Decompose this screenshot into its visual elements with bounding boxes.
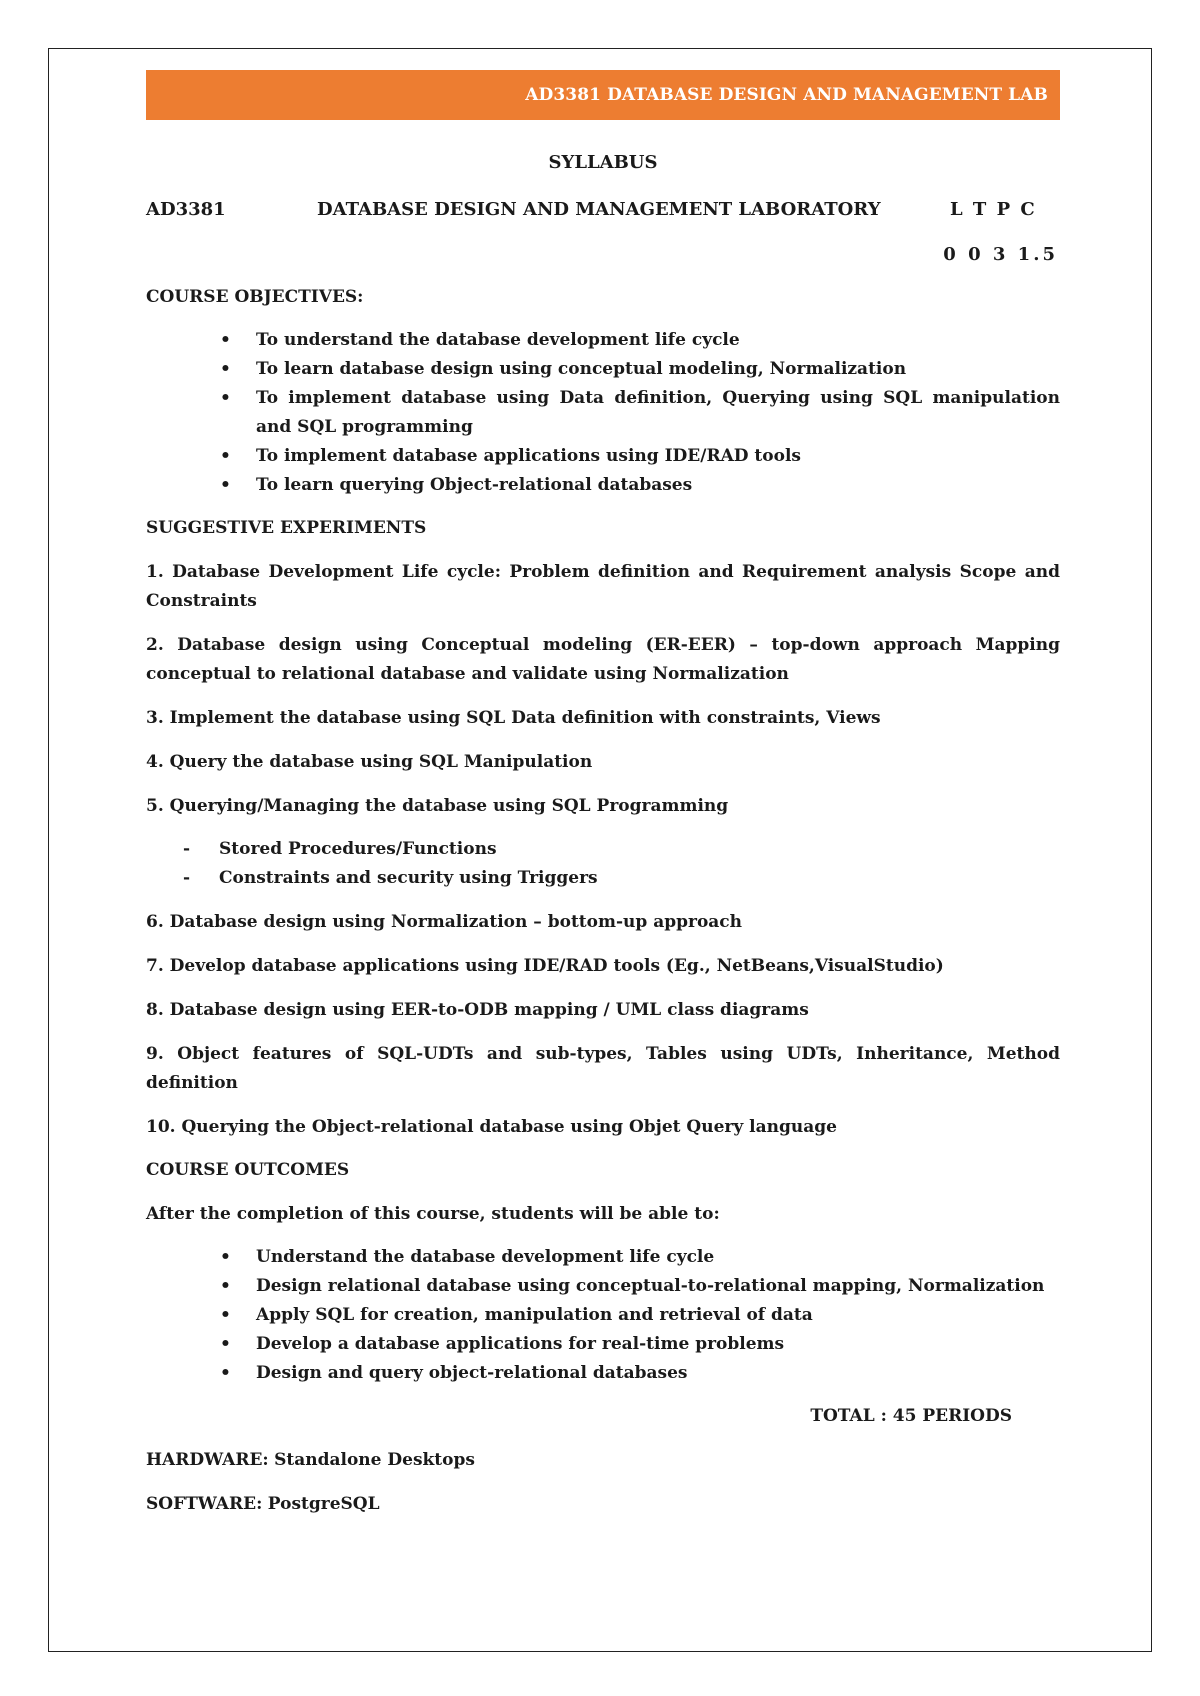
experiment-item: 6. Database design using Normalization – bottom-up approach bbox=[146, 912, 743, 932]
list-item: • To learn database design using conceptual modeling, Normalization bbox=[256, 355, 1060, 384]
outcomes-heading: COURSE OUTCOMES bbox=[146, 1160, 350, 1180]
experiment-item: 8. Database design using EER-to-ODB mapping / UML class diagrams bbox=[146, 1000, 809, 1020]
experiment-item: 1. Database Development Life cycle: Problem definition and Requirement analysis Scope and Constraints bbox=[146, 562, 1060, 611]
hardware-value: Standalone Desktops bbox=[274, 1450, 475, 1470]
course-code: AD3381 bbox=[146, 199, 226, 220]
list-item: • Design and query object-relational databases bbox=[256, 1359, 1060, 1388]
software-line bbox=[146, 1490, 1060, 1519]
hardware-label: HARDWARE: bbox=[146, 1450, 269, 1470]
list-item: • To learn querying Object-relational databases bbox=[256, 471, 1060, 500]
list-item: • Apply SQL for creation, manipulation and retrieval of data bbox=[256, 1301, 1060, 1330]
hardware-line bbox=[146, 1446, 1060, 1475]
software-label: SOFTWARE: bbox=[146, 1494, 263, 1514]
objectives-heading: COURSE OBJECTIVES: bbox=[146, 287, 364, 307]
list-item: - Stored Procedures/Functions bbox=[219, 835, 1060, 864]
outcomes-list bbox=[146, 1243, 1060, 1388]
experiment-sub-list bbox=[146, 835, 1060, 893]
experiment-item: 7. Develop database applications using IDE/RAD tools (Eg., NetBeans,VisualStudio) bbox=[146, 956, 944, 976]
list-item: - Constraints and security using Triggers bbox=[219, 864, 1060, 893]
list-item: • Understand the database development life cycle bbox=[256, 1243, 1060, 1272]
list-item: • To understand the database development life cycle bbox=[256, 326, 1060, 355]
outcomes-intro: After the completion of this course, students will be able to: bbox=[146, 1204, 720, 1224]
experiment-item: 10. Querying the Object-relational database using Objet Query language bbox=[146, 1117, 837, 1137]
objectives-list bbox=[146, 326, 1060, 500]
software-value: PostgreSQL bbox=[267, 1494, 380, 1514]
total-periods: TOTAL : 45 PERIODS bbox=[810, 1406, 1012, 1426]
experiment-item: 2. Database design using Conceptual modeling (ER-EER) – top-down approach Mapping conceptual to relational database and validate using Normalization bbox=[146, 635, 1060, 684]
ltpc-label: L T P C bbox=[950, 199, 1037, 220]
list-item: • Develop a database applications for real-time problems bbox=[256, 1330, 1060, 1359]
experiment-item: 4. Query the database using SQL Manipulation bbox=[146, 752, 593, 772]
list-item: • To implement database using Data definition, Querying using SQL manipulation and SQL programming bbox=[256, 384, 1060, 442]
header-banner-text: AD3381 DATABASE DESIGN AND MANAGEMENT LAB bbox=[525, 85, 1048, 105]
list-item: • To implement database applications using IDE/RAD tools bbox=[256, 442, 1060, 471]
experiment-item: 3. Implement the database using SQL Data definition with constraints, Views bbox=[146, 708, 881, 728]
experiment-item: 9. Object features of SQL-UDTs and sub-types, Tables using UDTs, Inheritance, Method definition bbox=[146, 1044, 1060, 1093]
syllabus-title: SYLLABUS bbox=[548, 152, 658, 173]
document-body bbox=[146, 140, 1060, 1519]
experiments-heading: SUGGESTIVE EXPERIMENTS bbox=[146, 518, 427, 538]
course-title: DATABASE DESIGN AND MANAGEMENT LABORATORY bbox=[317, 199, 881, 220]
experiment-item: 5. Querying/Managing the database using SQL Programming bbox=[146, 796, 729, 816]
header-banner bbox=[146, 70, 1060, 120]
ltpc-values: 0 0 3 1.5 bbox=[943, 244, 1058, 265]
list-item: • Design relational database using conceptual-to-relational mapping, Normalization bbox=[256, 1272, 1060, 1301]
course-row bbox=[146, 195, 1060, 224]
